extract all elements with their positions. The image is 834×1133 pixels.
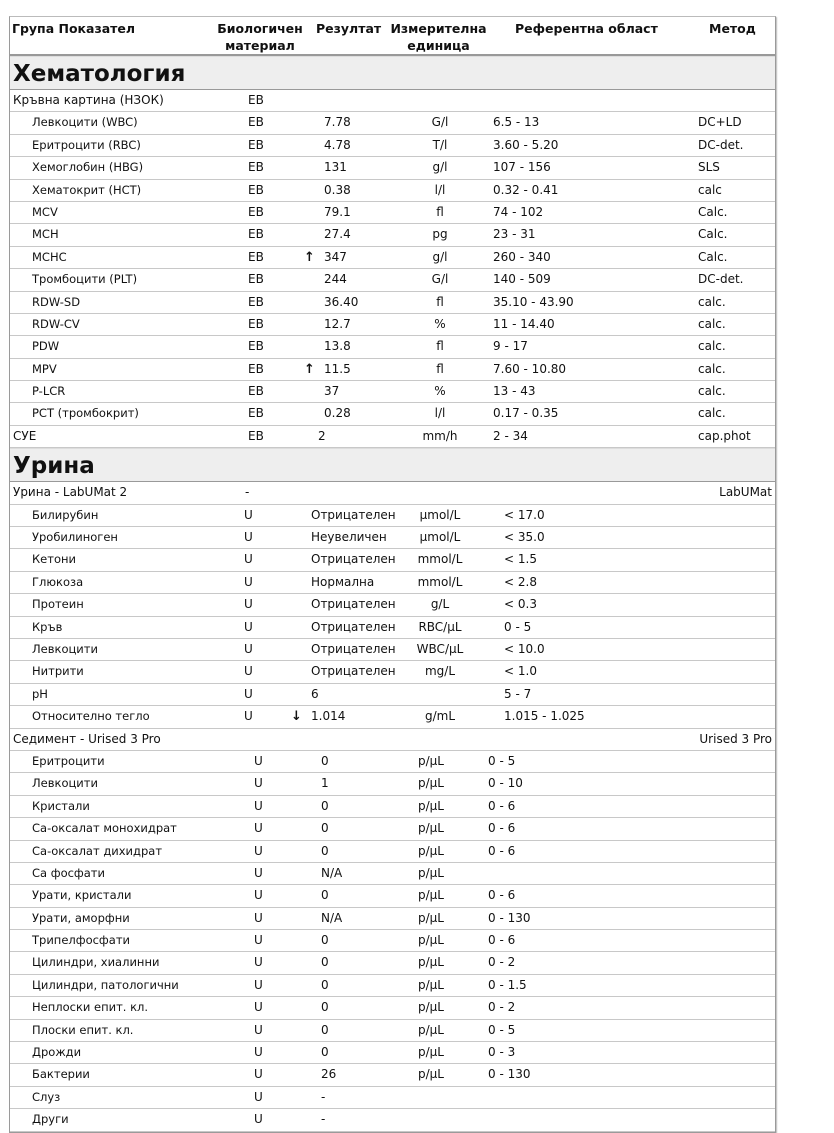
result: 0 xyxy=(321,1022,329,1037)
reference-range: 3.60 - 5.20 xyxy=(493,137,559,152)
test-name: Ca фосфати xyxy=(32,865,105,880)
test-name: Цилиндри, патологични xyxy=(32,977,179,992)
method: DC-det. xyxy=(698,272,744,287)
reference-range: 0.32 - 0.41 xyxy=(493,182,559,197)
unit: fl xyxy=(436,361,444,376)
reference-range: 0 - 2 xyxy=(488,955,516,970)
result: 131 xyxy=(324,160,347,175)
material: EB xyxy=(248,137,264,152)
reference-range: 35.10 - 43.90 xyxy=(493,294,574,309)
reference-range: 0 - 6 xyxy=(488,888,516,903)
result: N/A xyxy=(321,910,343,925)
material: EB xyxy=(248,160,264,175)
reference-range: < 17.0 xyxy=(504,507,545,522)
material: U xyxy=(254,1112,263,1127)
unit: pg xyxy=(432,227,448,242)
result: - xyxy=(321,1089,326,1104)
material: U xyxy=(254,776,263,791)
material: U xyxy=(244,552,253,567)
unit: g/L xyxy=(430,597,450,612)
result: 12.7 xyxy=(324,316,351,331)
material: U xyxy=(254,888,263,903)
result: Отрицателен xyxy=(311,597,396,612)
material: U xyxy=(244,574,253,589)
table-row xyxy=(10,1020,775,1042)
method: Calc. xyxy=(698,227,728,242)
table-row xyxy=(10,594,775,616)
reference-range: < 10.0 xyxy=(504,641,545,656)
method: calc. xyxy=(698,294,726,309)
unit: mmol/L xyxy=(417,574,463,589)
test-name: Кристали xyxy=(32,798,90,813)
reference-range: 0.17 - 0.35 xyxy=(493,406,559,421)
method: cap.phot xyxy=(698,428,751,443)
unit: p/µL xyxy=(418,865,444,880)
material: EB xyxy=(248,406,264,421)
test-name: Урина - LabUMat 2 xyxy=(13,485,128,500)
result: 13.8 xyxy=(324,339,351,354)
reference-range: 2 - 34 xyxy=(493,428,528,443)
test-name: Урати, кристали xyxy=(32,888,132,903)
result: 0 xyxy=(321,977,329,992)
material: U xyxy=(244,664,253,679)
material: U xyxy=(254,955,263,970)
method: LabUMat xyxy=(719,485,772,500)
table-row xyxy=(10,135,775,157)
unit: g/mL xyxy=(424,709,456,724)
material: EB xyxy=(248,316,264,331)
unit: p/µL xyxy=(418,1022,444,1037)
table-header xyxy=(10,17,775,56)
table-row xyxy=(10,269,775,291)
test-name: Други xyxy=(32,1112,69,1127)
result: 0 xyxy=(321,888,329,903)
method: calc. xyxy=(698,316,726,331)
reference-range: 13 - 43 xyxy=(493,384,536,399)
reference-range: 11 - 14.40 xyxy=(493,316,555,331)
test-name: Неплоски епит. кл. xyxy=(32,1000,149,1015)
table-row xyxy=(10,202,775,224)
reference-range: 6.5 - 13 xyxy=(493,115,540,130)
reference-range: 0 - 5 xyxy=(488,753,516,768)
reference-range: 0 - 10 xyxy=(488,776,523,791)
unit: p/µL xyxy=(418,888,444,903)
unit: % xyxy=(434,316,446,331)
material: - xyxy=(245,485,250,500)
reference-range: 0 - 130 xyxy=(488,1067,531,1082)
reference-range: 0 - 6 xyxy=(488,933,516,948)
table-row xyxy=(10,841,775,863)
result: 0.38 xyxy=(324,182,351,197)
unit: l/l xyxy=(434,406,446,421)
test-name: Кетони xyxy=(32,552,76,567)
table-row xyxy=(10,224,775,246)
reference-range: 0 - 130 xyxy=(488,910,531,925)
reference-range: < 1.5 xyxy=(504,552,537,567)
material: U xyxy=(254,1089,263,1104)
reference-range: 0 - 6 xyxy=(488,821,516,836)
table-row xyxy=(10,1042,775,1064)
table-row xyxy=(10,975,775,997)
test-name: Кръв xyxy=(32,619,63,634)
arrow-up-icon: ↑ xyxy=(304,361,315,377)
test-name: Относително тегло xyxy=(32,709,150,724)
unit: RBC/µL xyxy=(418,619,462,634)
result: 244 xyxy=(324,272,347,287)
result: 37 xyxy=(324,384,340,399)
material: EB xyxy=(248,384,264,399)
reference-range: 5 - 7 xyxy=(504,686,532,701)
material: EB xyxy=(248,361,264,376)
result: 0 xyxy=(321,955,329,970)
table-row xyxy=(10,381,775,403)
unit: mm/h xyxy=(422,428,458,443)
reference-range: < 1.0 xyxy=(504,664,537,679)
table-row xyxy=(10,706,775,728)
section-title: Урина xyxy=(10,448,775,482)
unit: p/µL xyxy=(418,1067,444,1082)
test-name: Трипелфосфати xyxy=(32,933,130,948)
unit: p/µL xyxy=(418,955,444,970)
result: 0 xyxy=(321,1045,329,1060)
material: U xyxy=(244,619,253,634)
result: 26 xyxy=(321,1067,337,1082)
material: U xyxy=(254,910,263,925)
unit: p/µL xyxy=(418,933,444,948)
unit: G/l xyxy=(431,272,449,287)
table-row xyxy=(10,180,775,202)
test-name: Левкоцити xyxy=(32,776,98,791)
test-name: Еритроцити xyxy=(32,753,105,768)
unit: l/l xyxy=(434,182,446,197)
result: Отрицателен xyxy=(311,664,396,679)
result: Отрицателен xyxy=(311,552,396,567)
test-name: Левкоцити (WBC) xyxy=(32,115,138,130)
table-row xyxy=(10,661,775,683)
unit: p/µL xyxy=(418,977,444,992)
unit: p/µL xyxy=(418,1000,444,1015)
result: 0.28 xyxy=(324,406,351,421)
test-name: Хемоглобин (HBG) xyxy=(32,160,144,175)
result: N/A xyxy=(321,865,343,880)
reference-range: < 2.8 xyxy=(504,574,537,589)
table-row xyxy=(10,247,775,269)
material: EB xyxy=(248,227,264,242)
method: calc. xyxy=(698,361,726,376)
unit: % xyxy=(434,384,446,399)
table-row xyxy=(10,952,775,974)
table-row xyxy=(10,157,775,179)
table-row xyxy=(10,729,775,751)
result: 0 xyxy=(321,843,329,858)
unit: fl xyxy=(436,204,444,219)
reference-range: 0 - 5 xyxy=(488,1022,516,1037)
test-name: Седимент - Urised 3 Pro xyxy=(13,731,161,746)
arrow-down-icon: ↓ xyxy=(291,709,302,725)
test-name: RDW-CV xyxy=(32,316,80,331)
result: 27.4 xyxy=(324,227,351,242)
unit: G/l xyxy=(431,115,449,130)
table-row xyxy=(10,1064,775,1086)
unit: p/µL xyxy=(418,910,444,925)
table-row xyxy=(10,1109,775,1131)
reference-range: 0 - 2 xyxy=(488,1000,516,1015)
unit: p/µL xyxy=(418,821,444,836)
material: U xyxy=(254,1045,263,1060)
table-row xyxy=(10,997,775,1019)
unit: p/µL xyxy=(418,776,444,791)
material: EB xyxy=(248,182,264,197)
test-name: Кръвна картина (НЗОК) xyxy=(13,93,164,107)
material: EB xyxy=(248,249,264,264)
table-row xyxy=(10,684,775,706)
reference-range: < 0.3 xyxy=(504,597,537,612)
method: DC-det. xyxy=(698,137,744,152)
test-name: Протеин xyxy=(32,597,84,612)
unit: g/l xyxy=(432,249,448,264)
table-row xyxy=(10,505,775,527)
result: 347 xyxy=(324,249,347,264)
material: U xyxy=(254,1000,263,1015)
result: - xyxy=(321,1112,326,1127)
col-reference: Референтна област xyxy=(515,21,658,36)
result: Отрицателен xyxy=(311,641,396,656)
unit: p/µL xyxy=(418,1045,444,1060)
test-name: MPV xyxy=(32,361,57,376)
table-row xyxy=(10,617,775,639)
table-row xyxy=(10,112,775,134)
result: 36.40 xyxy=(324,294,359,309)
test-name: Тромбоцити (PLT) xyxy=(32,272,138,287)
result: Отрицателен xyxy=(311,507,396,522)
reference-range: 7.60 - 10.80 xyxy=(493,361,567,376)
material: U xyxy=(254,1022,263,1037)
unit: µmol/L xyxy=(419,507,461,522)
unit: g/l xyxy=(432,160,448,175)
result: 1 xyxy=(321,776,329,791)
method: DC+LD xyxy=(698,115,742,130)
table-row xyxy=(10,930,775,952)
table-row xyxy=(10,1087,775,1109)
material: EB xyxy=(248,93,264,107)
reference-range: 107 - 156 xyxy=(493,160,551,175)
material: U xyxy=(254,865,263,880)
result: 0 xyxy=(321,798,329,813)
table-row xyxy=(10,863,775,885)
unit: T/l xyxy=(432,137,448,152)
reference-range: 140 - 509 xyxy=(493,272,551,287)
reference-range: 0 - 6 xyxy=(488,798,516,813)
col-result: Резултат xyxy=(316,21,382,36)
test-name: pH xyxy=(32,686,48,701)
test-name: MCHC xyxy=(32,249,67,264)
result: Нормална xyxy=(311,574,375,589)
material: EB xyxy=(248,294,264,309)
material: EB xyxy=(248,115,264,130)
material: U xyxy=(254,933,263,948)
method: calc xyxy=(698,182,722,197)
unit: mmol/L xyxy=(417,552,463,567)
test-name: PDW xyxy=(32,339,60,354)
result: 0 xyxy=(321,933,329,948)
result: 4.78 xyxy=(324,137,351,152)
test-name: Дрожди xyxy=(32,1045,82,1060)
table-row xyxy=(10,359,775,381)
test-name: Ca-оксалат дихидрат xyxy=(32,843,163,858)
method: calc. xyxy=(698,384,726,399)
method: calc. xyxy=(698,339,726,354)
result: 79.1 xyxy=(324,204,351,219)
table-row xyxy=(10,639,775,661)
material: U xyxy=(254,843,263,858)
result: 0 xyxy=(321,1000,329,1015)
result: Неувеличен xyxy=(311,530,387,545)
test-name: MCH xyxy=(32,227,59,242)
col-group: Група Показател xyxy=(12,21,136,36)
method: calc. xyxy=(698,406,726,421)
table-row xyxy=(10,885,775,907)
result: 0 xyxy=(321,821,329,836)
table-row xyxy=(10,292,775,314)
unit: WBC/µL xyxy=(416,641,464,656)
table-row xyxy=(10,527,775,549)
material: U xyxy=(254,798,263,813)
arrow-up-icon: ↑ xyxy=(304,249,315,265)
section-title: Хематология xyxy=(10,56,775,90)
table-row xyxy=(10,426,775,448)
unit: fl xyxy=(436,339,444,354)
test-name: Плоски епит. кл. xyxy=(32,1022,134,1037)
method: SLS xyxy=(698,160,720,175)
material: U xyxy=(244,530,253,545)
table-row xyxy=(10,90,775,112)
table-row xyxy=(10,818,775,840)
reference-range: 9 - 17 xyxy=(493,339,528,354)
material: U xyxy=(244,641,253,656)
reference-range: 0 - 1.5 xyxy=(488,977,527,992)
result: 6 xyxy=(311,686,319,701)
reference-range: 0 - 6 xyxy=(488,843,516,858)
test-name: PCT (тромбокрит) xyxy=(32,406,139,421)
result: 2 xyxy=(318,428,326,443)
table-row xyxy=(10,314,775,336)
table-row xyxy=(10,751,775,773)
test-name: Глюкоза xyxy=(32,574,84,589)
test-name: Цилиндри, хиалинни xyxy=(32,955,160,970)
table-row xyxy=(10,482,775,504)
unit: p/µL xyxy=(418,798,444,813)
material: EB xyxy=(248,428,264,443)
reference-range: 260 - 340 xyxy=(493,249,551,264)
material: U xyxy=(254,1067,263,1082)
test-name: Билирубин xyxy=(32,507,99,522)
table-row xyxy=(10,336,775,358)
material: U xyxy=(254,977,263,992)
method: Calc. xyxy=(698,249,728,264)
reference-range: < 35.0 xyxy=(504,530,545,545)
unit: µmol/L xyxy=(419,530,461,545)
unit: p/µL xyxy=(418,843,444,858)
test-name: Ca-оксалат монохидрат xyxy=(32,821,177,836)
test-name: Еритроцити (RBC) xyxy=(32,137,141,152)
test-name: СУЕ xyxy=(13,428,37,443)
table-row xyxy=(10,572,775,594)
table-row xyxy=(10,773,775,795)
test-name: Уробилиноген xyxy=(32,530,118,545)
reference-range: 23 - 31 xyxy=(493,227,536,242)
col-material: Биологичен материал xyxy=(217,21,303,53)
reference-range: 0 - 3 xyxy=(488,1045,516,1060)
table-row xyxy=(10,908,775,930)
results-table xyxy=(9,16,776,1133)
result: 1.014 xyxy=(311,709,346,724)
material: EB xyxy=(248,339,264,354)
test-name: Бактерии xyxy=(32,1067,90,1082)
unit: fl xyxy=(436,294,444,309)
reference-range: 74 - 102 xyxy=(493,204,544,219)
material: U xyxy=(254,821,263,836)
test-name: RDW-SD xyxy=(32,294,81,309)
material: U xyxy=(244,686,253,701)
method: Urised 3 Pro xyxy=(699,731,772,746)
material: U xyxy=(254,753,263,768)
test-name: P-LCR xyxy=(32,384,66,399)
col-unit: Измерителна единица xyxy=(390,21,487,53)
result: 0 xyxy=(321,753,329,768)
test-name: Урати, аморфни xyxy=(32,910,130,925)
col-method: Метод xyxy=(709,21,756,36)
material: U xyxy=(244,507,253,522)
unit: mg/L xyxy=(424,664,456,679)
table-row xyxy=(10,403,775,425)
reference-range: 0 - 5 xyxy=(504,619,532,634)
method: Calc. xyxy=(698,204,728,219)
result: 7.78 xyxy=(324,115,351,130)
result: 11.5 xyxy=(324,361,351,376)
table-row xyxy=(10,796,775,818)
test-name: Левкоцити xyxy=(32,641,98,656)
test-name: MCV xyxy=(32,204,58,219)
unit: p/µL xyxy=(418,753,444,768)
material: EB xyxy=(248,272,264,287)
test-name: Нитрити xyxy=(32,664,84,679)
material: U xyxy=(244,597,253,612)
test-name: Слуз xyxy=(32,1089,61,1104)
reference-range: 1.015 - 1.025 xyxy=(504,709,585,724)
table-row xyxy=(10,549,775,571)
material: U xyxy=(244,709,253,724)
result: Отрицателен xyxy=(311,619,396,634)
test-name: Хематокрит (HCT) xyxy=(32,182,142,197)
material: EB xyxy=(248,204,264,219)
